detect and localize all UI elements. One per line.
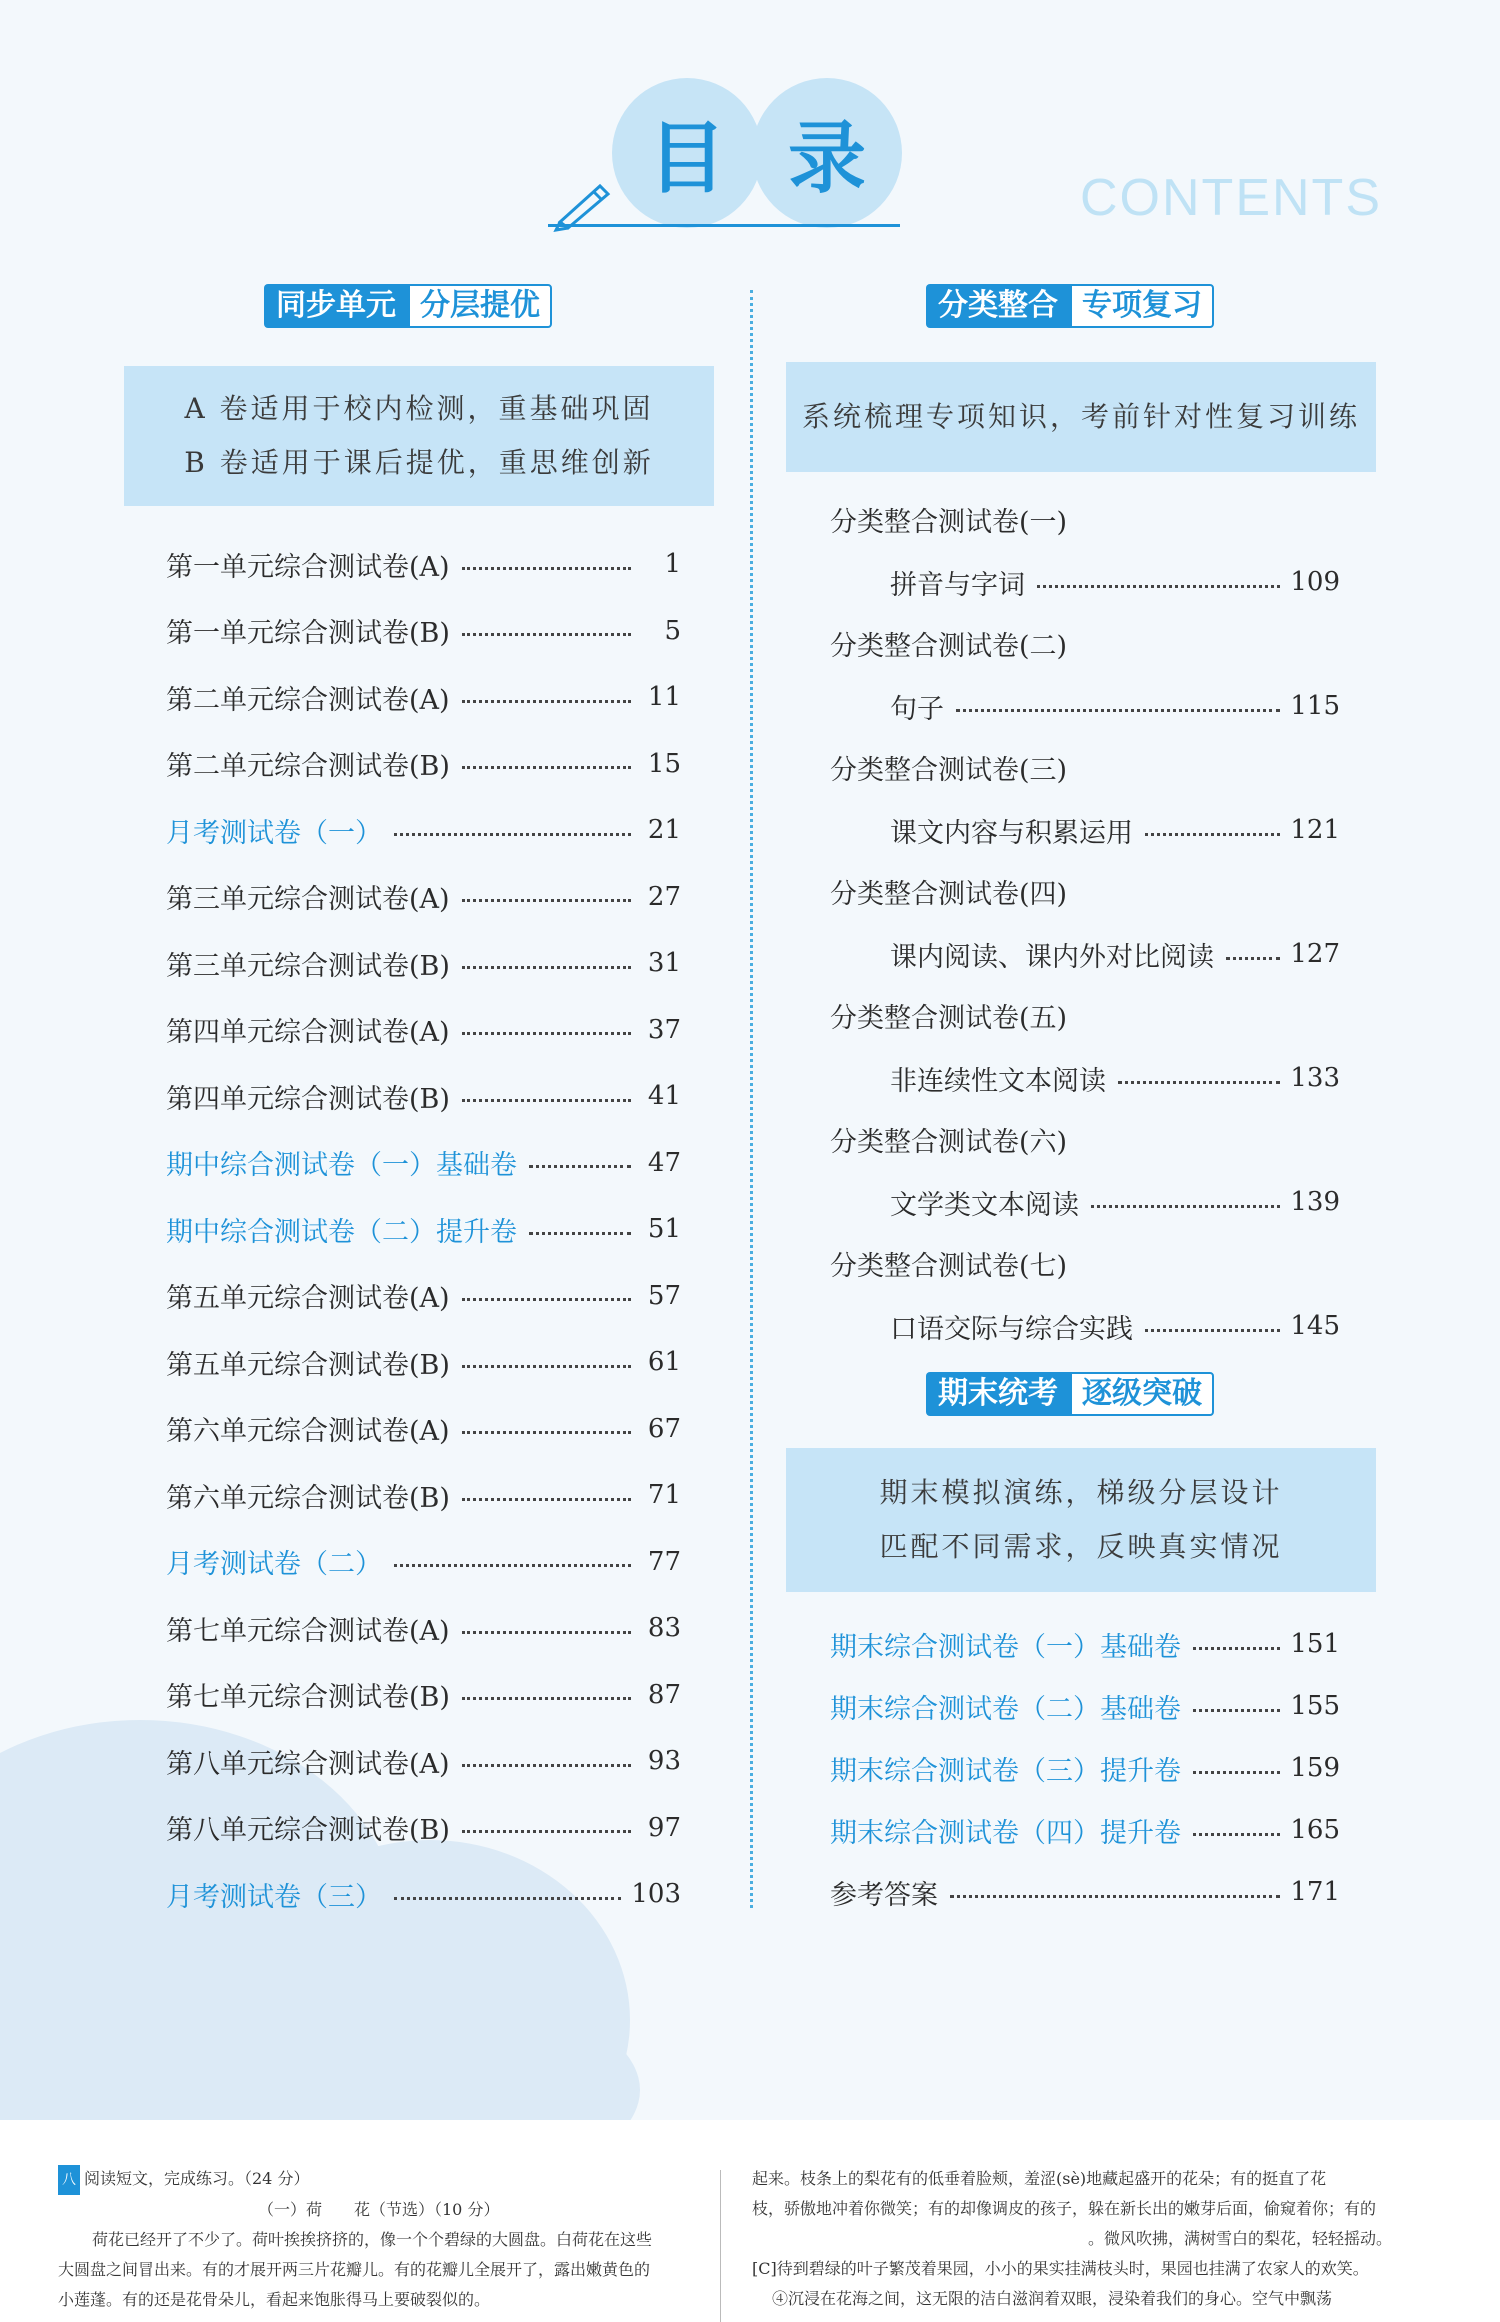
category-heading: 分类整合测试卷(五) <box>830 1003 1068 1034</box>
banner-label-primary: 分类整合 <box>926 284 1070 328</box>
page-number: 133 <box>1290 1063 1340 1093</box>
page-number: 103 <box>631 1879 681 1909</box>
category-heading: 分类整合测试卷(三) <box>830 755 1068 786</box>
info-line: 期末模拟演练，梯级分层设计 <box>879 1476 1283 1509</box>
toc-label: 第七单元综合测试卷(A) <box>166 1615 450 1647</box>
final-section-banner <box>926 1372 1214 1416</box>
preview-line: 阅读短文，完成练习。（24 分） <box>84 2169 310 2188</box>
toc-label: 文学类文本阅读 <box>890 1189 1079 1221</box>
toc-label: 第四单元综合测试卷(A) <box>166 1017 450 1048</box>
toc-entry[interactable] <box>890 810 1340 850</box>
banner-label-secondary: 逐级突破 <box>1070 1372 1214 1416</box>
toc-entry[interactable] <box>166 1209 681 1249</box>
page-number: 121 <box>1290 815 1340 845</box>
toc-label: 拼音与字词 <box>890 569 1025 601</box>
dot-leader <box>1145 1329 1280 1332</box>
toc-entry[interactable] <box>166 1010 681 1050</box>
dot-leader <box>394 1564 631 1567</box>
toc-label: 非连续性文本阅读 <box>890 1065 1106 1097</box>
page-number: 1 <box>664 549 681 579</box>
banner-label-secondary: 分层提优 <box>408 284 552 328</box>
page-number: 61 <box>647 1347 681 1377</box>
page-number: 21 <box>647 815 681 845</box>
page-number: 93 <box>647 1746 681 1776</box>
toc-label: 口语交际与综合实践 <box>890 1313 1133 1345</box>
toc-entry[interactable] <box>166 1143 681 1183</box>
dot-leader <box>462 700 631 703</box>
dot-leader <box>462 1431 631 1434</box>
right-info-box <box>786 362 1376 472</box>
toc-entry[interactable] <box>166 1475 681 1515</box>
toc-label: 第四单元综合测试卷(B) <box>166 1083 450 1115</box>
toc-label: 第六单元综合测试卷(B) <box>166 1482 450 1514</box>
dot-leader <box>1193 1833 1280 1836</box>
dot-leader <box>462 1631 631 1634</box>
toc-entry[interactable] <box>830 1686 1340 1726</box>
category-heading: 分类整合测试卷(四) <box>830 879 1068 910</box>
dot-leader <box>956 709 1280 712</box>
info-line: 系统梳理专项知识，考前针对性复习训练 <box>801 400 1360 433</box>
toc-label: 第七单元综合测试卷(B) <box>166 1682 450 1713</box>
info-line: 匹配不同需求，反映真实情况 <box>879 1530 1283 1563</box>
page-number: 115 <box>1290 691 1340 721</box>
right-section-banner <box>926 284 1214 328</box>
banner-label-primary: 期末统考 <box>926 1372 1070 1416</box>
toc-entry[interactable] <box>166 1076 681 1116</box>
page-number: 15 <box>647 748 681 779</box>
dot-leader <box>1037 585 1280 588</box>
info-line: B 卷适用于课后提优，重思维创新 <box>184 446 654 479</box>
page-number: 77 <box>647 1546 681 1577</box>
dot-leader <box>1118 1081 1280 1084</box>
toc-label: 期中综合测试卷（二）提升卷 <box>166 1216 517 1248</box>
page-number: 139 <box>1290 1187 1340 1217</box>
page-number: 83 <box>647 1613 681 1643</box>
dot-leader <box>462 1298 631 1301</box>
toc-label: 期末综合测试卷（一）基础卷 <box>830 1631 1181 1663</box>
toc-label: 期末综合测试卷（二）基础卷 <box>830 1693 1181 1725</box>
preview-line: 荷花已经开了不少了。荷叶挨挨挤挤的，像一个个碧绿的大圆盘。白荷花在这些 <box>92 2230 653 2249</box>
dot-leader <box>950 1895 1280 1898</box>
info-line: A 卷适用于校内检测，重基础巩固 <box>184 392 654 425</box>
toc-label: 期中综合测试卷（一）基础卷 <box>166 1150 517 1181</box>
page-number: 109 <box>1290 567 1340 597</box>
preview-line: 小莲蓬。有的还是花骨朵儿，看起来饱胀得马上要破裂似的。 <box>58 2290 491 2309</box>
toc-label: 第八单元综合测试卷(B) <box>166 1815 450 1846</box>
toc-label: 参考答案 <box>830 1879 938 1911</box>
toc-entry[interactable] <box>166 1409 681 1449</box>
toc-label: 第二单元综合测试卷(B) <box>166 751 450 782</box>
dot-leader <box>1193 1709 1280 1712</box>
toc-entry[interactable] <box>166 877 681 917</box>
toc-entry[interactable] <box>166 1342 681 1382</box>
dot-leader <box>529 1165 631 1168</box>
page-number: 27 <box>647 881 681 912</box>
toc-label: 第八单元综合测试卷(A) <box>166 1748 450 1780</box>
preview-line: 。微风吹拂，满树雪白的梨花，轻轻摇动。 <box>1088 2229 1393 2248</box>
page-number: 51 <box>647 1214 681 1244</box>
toc-label: 句子 <box>890 693 944 725</box>
toc-entry[interactable] <box>166 1741 681 1781</box>
toc-label: 月考测试卷（二） <box>166 1549 382 1580</box>
toc-entry[interactable] <box>166 744 681 784</box>
page-number: 57 <box>647 1280 681 1311</box>
page-number: 97 <box>647 1812 681 1843</box>
toc-entry[interactable] <box>890 1182 1340 1222</box>
left-section-banner <box>264 284 552 328</box>
toc-entry[interactable] <box>166 1542 681 1582</box>
dot-leader <box>462 1697 631 1700</box>
toc-entry[interactable] <box>166 544 681 584</box>
dot-leader <box>462 899 631 902</box>
toc-label: 第三单元综合测试卷(A) <box>166 884 450 915</box>
pencil-icon <box>546 172 616 232</box>
category-heading: 分类整合测试卷(七) <box>830 1251 1068 1282</box>
dot-leader <box>462 766 631 769</box>
toc-entry[interactable] <box>890 686 1340 726</box>
toc-label: 第三单元综合测试卷(B) <box>166 950 450 982</box>
toc-label: 课内阅读、课内外对比阅读 <box>890 941 1214 973</box>
toc-entry[interactable] <box>166 810 681 850</box>
banner-label-secondary: 专项复习 <box>1070 284 1214 328</box>
dot-leader <box>394 833 631 836</box>
toc-entry[interactable] <box>166 611 681 651</box>
toc-label: 期末综合测试卷（四）提升卷 <box>830 1817 1181 1849</box>
toc-label: 第二单元综合测试卷(A) <box>166 684 450 716</box>
page-number: 171 <box>1290 1877 1340 1907</box>
toc-entry[interactable] <box>166 1808 681 1848</box>
dot-leader <box>1226 957 1280 960</box>
toc-entry[interactable] <box>830 1872 1340 1912</box>
page-number: 145 <box>1290 1311 1340 1341</box>
toc-label: 课文内容与积累运用 <box>890 817 1133 849</box>
dot-leader <box>1145 833 1280 836</box>
preview-column-divider <box>720 2170 721 2322</box>
page-number: 5 <box>664 615 681 646</box>
preview-left-text <box>58 2164 698 2322</box>
page-number: 71 <box>647 1480 681 1510</box>
toc-entry[interactable] <box>166 1276 681 1316</box>
final-info-box <box>786 1448 1376 1592</box>
dot-leader <box>462 1032 631 1035</box>
toc-label: 月考测试卷（一） <box>166 817 382 849</box>
category-heading: 分类整合测试卷(一) <box>830 507 1068 538</box>
preview-line: 枝，骄傲地冲着你微笑；有的却像调皮的孩子，躲在新长出的嫩芽后面，偷窥着你；有的 <box>752 2199 1377 2218</box>
title-char-2: 录 <box>787 114 866 204</box>
toc-label: 第一单元综合测试卷(B) <box>166 618 450 649</box>
toc-entry[interactable] <box>890 1306 1340 1346</box>
dot-leader <box>462 633 631 636</box>
title-underline <box>548 224 900 227</box>
page-number: 155 <box>1290 1691 1340 1721</box>
dot-leader <box>462 1764 631 1767</box>
toc-label: 第五单元综合测试卷(A) <box>166 1283 450 1314</box>
page-number: 31 <box>647 948 681 978</box>
toc-entry[interactable] <box>166 677 681 717</box>
dot-leader <box>462 567 631 570</box>
category-heading: 分类整合测试卷(六) <box>830 1127 1068 1158</box>
preview-line: 起来。枝条上的梨花有的低垂着脸颊，羞涩(sè)地藏起盛开的花朵；有的挺直了花 <box>752 2169 1327 2188</box>
preview-line: 大圆盘之间冒出来。有的才展开两三片花瓣儿。有的花瓣儿全展开了，露出嫩黄色的 <box>58 2260 651 2279</box>
category-heading: 分类整合测试卷(二) <box>830 631 1068 662</box>
toc-entry[interactable] <box>830 1748 1340 1788</box>
dot-leader <box>462 1099 631 1102</box>
toc-label: 期末综合测试卷（三）提升卷 <box>830 1755 1181 1787</box>
page-number: 151 <box>1290 1629 1340 1659</box>
toc-label: 第六单元综合测试卷(A) <box>166 1416 450 1447</box>
toc-entry[interactable] <box>166 943 681 983</box>
toc-entry[interactable] <box>890 562 1340 602</box>
dot-leader <box>462 966 631 969</box>
dot-leader <box>1193 1647 1280 1650</box>
left-info-box <box>124 366 714 506</box>
page-number: 41 <box>647 1081 681 1111</box>
toc-entry[interactable] <box>830 1624 1340 1664</box>
toc-entry[interactable] <box>166 1608 681 1648</box>
banner-label-primary: 同步单元 <box>264 284 408 328</box>
toc-label: 月考测试卷（三） <box>166 1881 382 1913</box>
preview-line: [C]待到碧绿的叶子繁茂着果园，小小的果实挂满枝头时，果园也挂满了农家人的欢笑。 <box>752 2259 1369 2278</box>
page-number: 67 <box>647 1413 681 1444</box>
column-divider <box>750 290 753 1908</box>
dot-leader <box>1091 1205 1280 1208</box>
page-number: 37 <box>647 1014 681 1045</box>
toc-entry[interactable] <box>166 1874 681 1914</box>
toc-label: 第一单元综合测试卷(A) <box>166 551 450 583</box>
next-page-preview <box>0 2120 1500 2322</box>
dot-leader <box>462 1498 631 1501</box>
toc-entry[interactable] <box>890 934 1340 974</box>
dot-leader <box>529 1232 631 1235</box>
toc-label: 第五单元综合测试卷(B) <box>166 1349 450 1381</box>
preview-line: （一）荷 花（节选）（10 分） <box>258 2200 500 2219</box>
dot-leader <box>462 1365 631 1368</box>
dot-leader <box>394 1897 621 1900</box>
preview-line: ④沉浸在花海之间，这无限的洁白滋润着双眼，浸染着我们的身心。空气中飘荡 <box>772 2289 1333 2308</box>
toc-entry[interactable] <box>830 1810 1340 1850</box>
page-number: 127 <box>1290 939 1340 969</box>
dot-leader <box>1193 1771 1280 1774</box>
page-number: 159 <box>1290 1753 1340 1783</box>
toc-entry[interactable] <box>890 1058 1340 1098</box>
page-number: 47 <box>647 1147 681 1178</box>
dot-leader <box>462 1830 631 1833</box>
section-badge: 八 <box>58 2165 80 2195</box>
page-number: 165 <box>1290 1815 1340 1845</box>
page-number: 11 <box>647 682 681 712</box>
toc-entry[interactable] <box>166 1675 681 1715</box>
preview-right-text <box>752 2164 1452 2322</box>
page-number: 87 <box>647 1679 681 1710</box>
title-char-1: 目 <box>647 114 726 204</box>
contents-subtitle: CONTENTS <box>1080 169 1382 227</box>
